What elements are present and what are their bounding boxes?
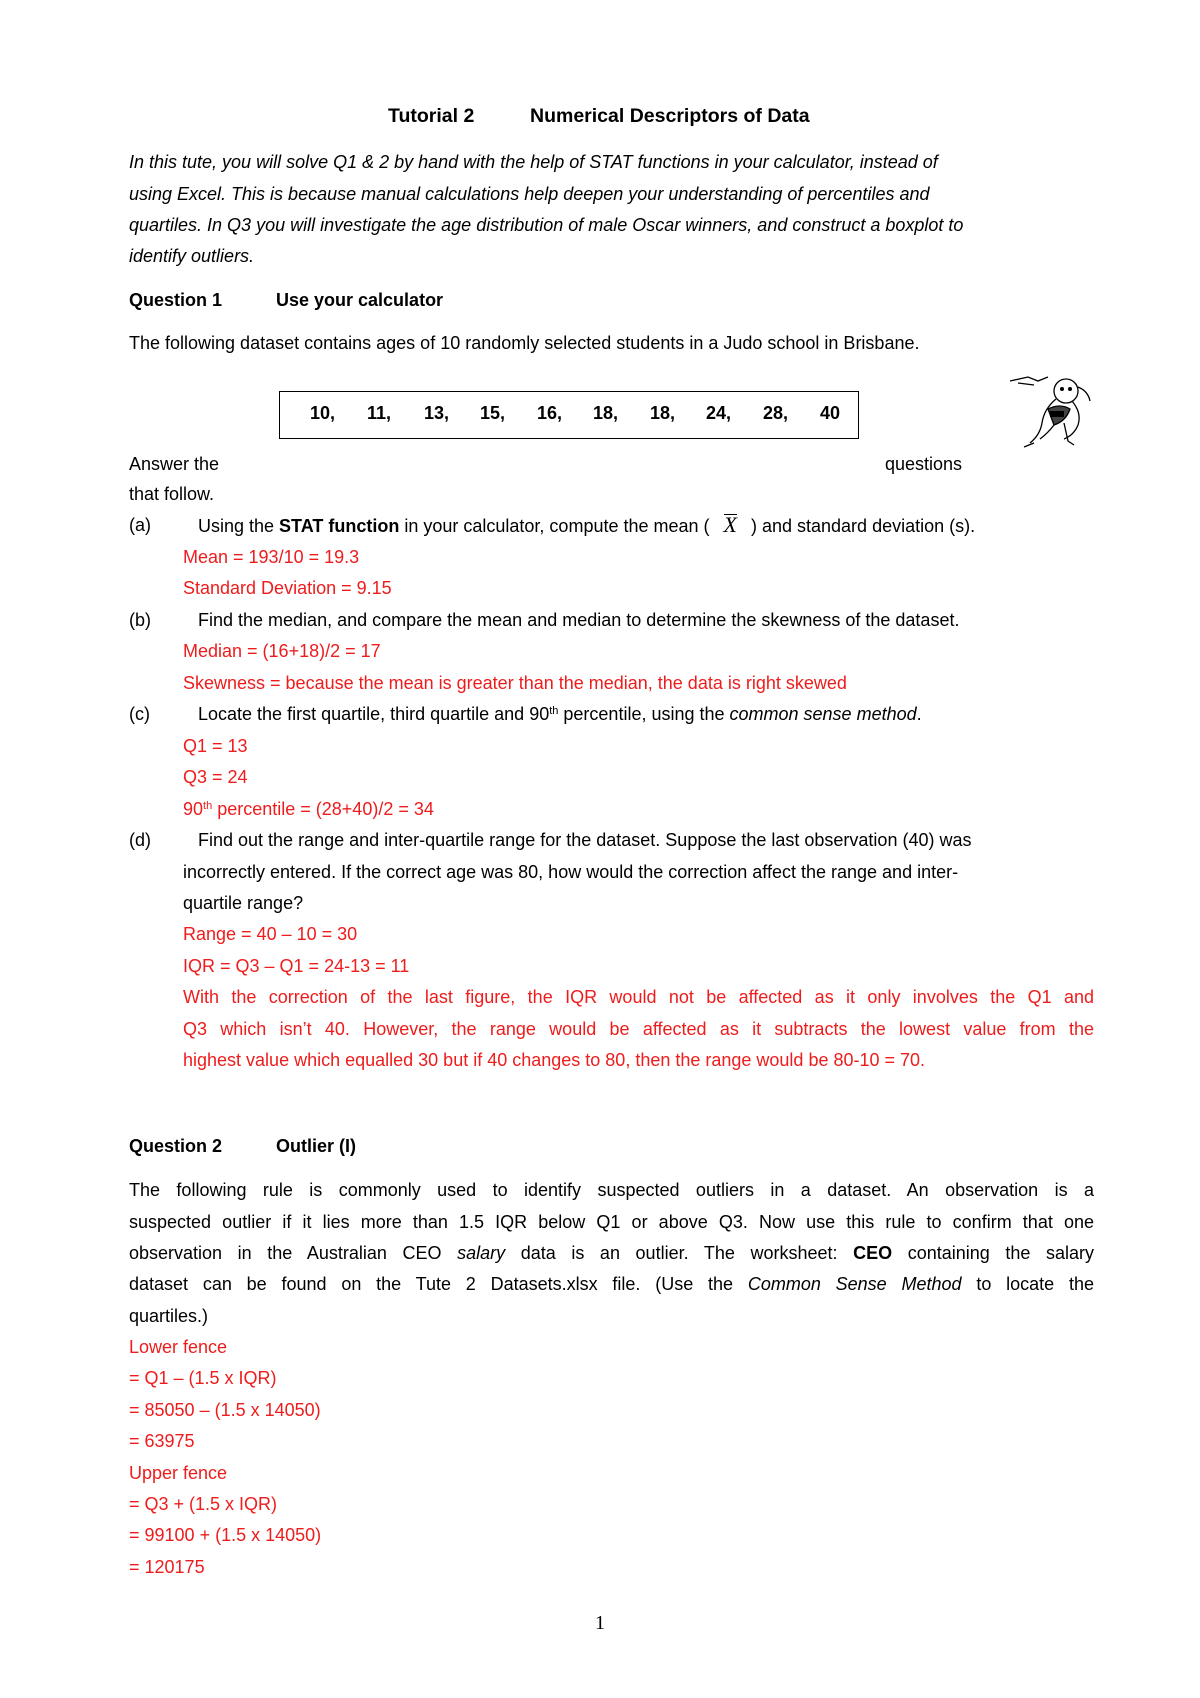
q1-label: Question 1	[129, 290, 223, 310]
data-value: 15,	[480, 403, 506, 423]
part-d-answer-explain-3: highest value which equalled 30 but if 40 changes to 80, then the range would be 80-10 = 70.	[183, 1050, 926, 1070]
data-value: 18,	[593, 403, 619, 423]
intro-line-1: In this tute, you will solve Q1 & 2 by hand with the help of STAT functions in your calculator, instead of	[129, 152, 938, 172]
answer-the: Answer the	[129, 454, 220, 474]
part-c-answer-q3: Q3 = 24	[183, 767, 248, 787]
part-b-answer-skewness: Skewness = because the mean is greater than the median, the data is right skewed	[183, 673, 847, 693]
part-d-question-1: Find out the range and inter-quartile range for the dataset. Suppose the last observation (40) was	[198, 830, 972, 850]
part-b-question: Find the median, and compare the mean and median to determine the skewness of the dataset.	[198, 610, 960, 630]
answer-follow: that follow.	[129, 484, 215, 504]
part-c-answer-percentile: 90th percentile = (28+40)/2 = 34	[183, 799, 434, 819]
answer-questions: questions	[885, 454, 963, 474]
q1-heading: Use your calculator	[276, 290, 444, 310]
part-b-label: (b)	[129, 610, 151, 630]
part-c-label: (c)	[129, 704, 150, 724]
title-topic: Numerical Descriptors of Data	[530, 105, 810, 127]
data-value: 13,	[424, 403, 450, 423]
data-value: 16,	[537, 403, 563, 423]
q2-para-line-2: suspected outlier if it lies more than 1.5 IQR below Q1 or above Q3. Now use this rule to confirm that one	[129, 1212, 1094, 1232]
q2-answer-line: = Q3 + (1.5 x IQR)	[129, 1494, 278, 1514]
data-value: 18,	[650, 403, 676, 423]
q2-para-line-5: quartiles.)	[129, 1306, 209, 1326]
part-b-answer-median: Median = (16+18)/2 = 17	[183, 641, 381, 661]
q2-answer-upper-fence: Upper fence	[129, 1463, 228, 1483]
judo-clipart-icon	[1004, 373, 1094, 449]
data-value: 24,	[706, 403, 732, 423]
part-a-label: (a)	[129, 515, 151, 535]
page-number: 1	[595, 1612, 605, 1634]
data-value: 28,	[763, 403, 789, 423]
part-a-answer-sd: Standard Deviation = 9.15	[183, 578, 392, 598]
part-d-answer-iqr: IQR = Q3 – Q1 = 24-13 = 11	[183, 956, 410, 976]
intro-line-4: identify outliers.	[129, 246, 255, 266]
q2-label: Question 2	[129, 1136, 223, 1156]
part-d-answer-range: Range = 40 – 10 = 30	[183, 924, 358, 944]
q2-answer-line: = 120175	[129, 1557, 205, 1577]
part-d-question-3: quartile range?	[183, 893, 304, 913]
q2-para-line-1: The following rule is commonly used to identify suspected outliers in a dataset. An observation is a	[129, 1180, 1094, 1200]
data-value: 10,	[310, 403, 336, 423]
x-bar-symbol: X	[710, 513, 751, 537]
intro-line-3: quartiles. In Q3 you will investigate the age distribution of male Oscar winners, and construct a boxplot to	[129, 215, 964, 235]
q2-answer-line: = 99100 + (1.5 x 14050)	[129, 1525, 322, 1545]
part-d-answer-explain-2: Q3 which isn’t 40. However, the range would be affected as it subtracts the lowest value from the	[183, 1019, 1094, 1039]
q2-answer-line: = 85050 – (1.5 x 14050)	[129, 1400, 321, 1420]
data-value: 40	[820, 403, 841, 423]
part-d-answer-explain-1: With the correction of the last figure, the IQR would not be affected as it only involves the Q1 and	[183, 987, 1094, 1007]
q2-answer-line: = Q1 – (1.5 x IQR)	[129, 1368, 277, 1388]
title-tutorial: Tutorial 2	[388, 105, 475, 127]
q2-answer-line: = 63975	[129, 1431, 195, 1451]
data-box	[279, 391, 859, 439]
q2-answer-lower-fence: Lower fence	[129, 1337, 228, 1357]
part-a-question: Using the STAT function in your calculator, compute the mean ( X ) and standard deviation (s).	[198, 512, 976, 537]
part-d-label: (d)	[129, 830, 151, 850]
q2-para-line-3: observation in the Australian CEO salary data is an outlier. The worksheet: CEO containing the salary	[129, 1243, 1094, 1263]
q1-description: The following dataset contains ages of 10 randomly selected students in a Judo school in Brisbane.	[129, 333, 920, 353]
part-c-question: Locate the first quartile, third quartile and 90th percentile, using the common sense method.	[198, 704, 922, 724]
q2-heading: Outlier (I)	[276, 1136, 356, 1156]
part-c-answer-q1: Q1 = 13	[183, 736, 248, 756]
data-value: 11,	[367, 403, 392, 423]
part-a-answer-mean: Mean = 193/10 = 19.3	[183, 547, 360, 567]
intro-line-2: using Excel. This is because manual calculations help deepen your understanding of percentiles and	[129, 184, 930, 204]
part-d-question-2: incorrectly entered. If the correct age was 80, how would the correction affect the range and inter-	[183, 862, 959, 882]
q2-para-line-4: dataset can be found on the Tute 2 Datasets.xlsx file. (Use the Common Sense Method to locate the	[129, 1274, 1095, 1294]
